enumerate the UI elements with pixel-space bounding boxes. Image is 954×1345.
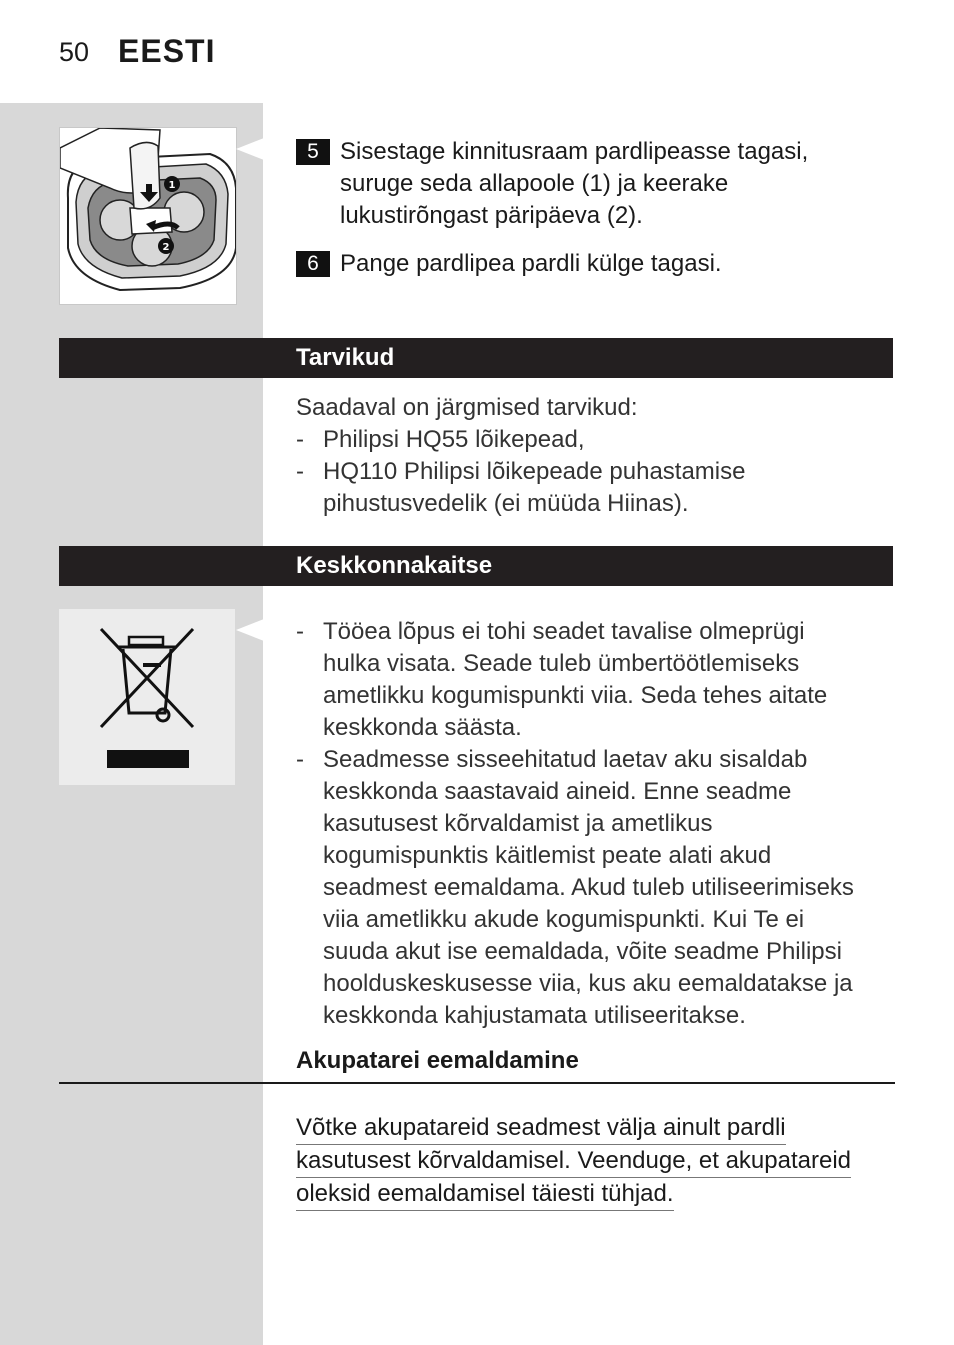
page-number: 50 [59,37,90,67]
step-5 [296,136,856,232]
list-item: - HQ110 Philipsi lõikepeade puhastamise pihustusvedelik (ei müüda Hiinas). [296,458,746,517]
callout-1: 1 [168,180,176,191]
tarvikud-intro: Saadaval on järgmised tarvikud: [296,394,638,421]
keskkonnakaitse-body [296,616,886,1032]
callout-2: 2 [162,242,170,253]
step-text [340,136,856,232]
section-title: Keskkonnakaitse [296,552,493,579]
section-header-tarvikud [59,338,893,378]
figure-pointer [236,619,264,641]
step-line: Pange pardlipea pardli külge tagasi. [340,250,722,277]
section-title: Tarvikud [296,344,395,371]
list-item: - Tööea lõpus ei tohi seadet tavalise olmeprügi hulka visata. Seade tuleb ümbertöötlemiseks ametlikku kogumispunkti viia. Seda tehes aitate keskkonda säästa. [296,618,828,741]
notice-line: kasutusest kõrvaldamisel. Veenduge, et akupatareid [296,1146,851,1178]
shaver-head-illustration [59,127,237,305]
step-line: lukustirõngast päripäeva (2). [340,202,643,229]
crossed-bin-drawing [59,609,235,785]
figure-pointer [236,138,264,160]
section-header-keskkonnakaitse [59,546,893,586]
divider [59,1082,895,1084]
step-line: Sisestage kinnitusraam pardlipeasse tagasi, [340,138,809,165]
step-text [340,248,856,280]
language-heading: EESTI [118,33,216,69]
list-item: - Philipsi HQ55 lõikepead, [296,426,585,453]
subsection-title: Akupatarei eemaldamine [296,1047,579,1074]
step-6 [296,248,856,280]
weee-crossed-bin-icon [59,609,235,785]
list-item: - Seadmesse sisseehitatud laetav aku sisaldab keskkonda saastavaid aineid. Enne seadme kasutusest kõrvaldamist ja ametlikus kogumispunktis käitlemist peate alati akud seadmest eemaldama. Akud tuleb utiliseerimiseks viia ametlikku akude kogumispunkti. Kui Te ei suuda akut ise eemaldada, võite seadme Philipsi hoolduskeskusesse viia, kus aku eemaldatakse ja keskkonda kahjustamata utiliseeritakse. [296,746,854,1029]
notice-line: Võtke akupatareid seadmest välja ainult pardli [296,1113,786,1145]
tarvikud-body [296,392,886,520]
step-number: 5 [296,139,330,165]
notice-line: oleksid eemaldamisel täiesti tühjad. [296,1179,674,1211]
shaver-head-drawing [60,128,236,304]
step-number: 6 [296,251,330,277]
step-line: suruge seda allapoole (1) ja keerake [340,170,729,197]
battery-removal-notice [296,1112,851,1211]
